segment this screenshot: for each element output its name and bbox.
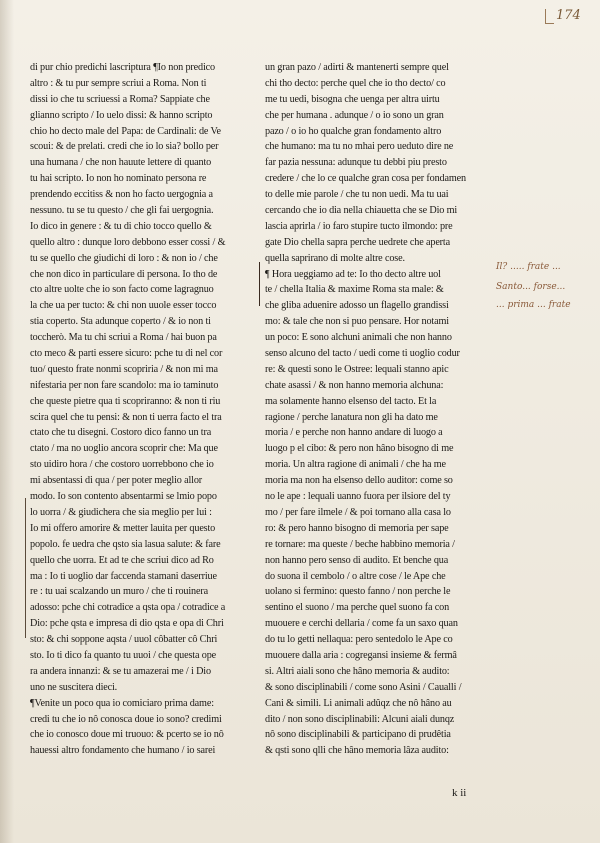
paragraph-bracket-mark bbox=[259, 262, 266, 306]
text-line: glianno scripto / Io uelo dissi: & hanno scripto bbox=[30, 109, 213, 121]
text-line: ctato che tu disegni. Costoro dico fanno un tra bbox=[30, 427, 212, 439]
text-line: che non dico in particulare di persona. Io tho de bbox=[30, 268, 218, 280]
text-line: to delle mie parole / che tu non uedi. Ma tu uai bbox=[265, 189, 449, 201]
text-line: luogo p el cibo: & pero non hâno bisogno di me bbox=[265, 443, 454, 455]
text-line: Io mi offero amorire & metter lauita per questo bbox=[30, 522, 216, 534]
text-line: popolo. fe uedra che qsto sia lasua salute: & fare bbox=[30, 538, 221, 550]
text-line: ragione / perche lanatura non gli ha dato me bbox=[265, 411, 438, 423]
text-line: moria ma non ha elsenso dello auditor: come so bbox=[265, 475, 453, 487]
text-line: muouere dalla aria : cogregansi insieme & fermâ bbox=[265, 649, 457, 661]
text-line: chate asassi / & non hanno memoria alchuna: bbox=[265, 379, 444, 391]
text-line: scoui: & de prelati. credi che io lo sia? bollo per bbox=[30, 141, 219, 153]
text-line: ma : Io ti uoglio dar faccenda stamani daserriue bbox=[30, 570, 217, 582]
text-line: muouere e cerchi dellaria / come fa un saxo quan bbox=[265, 618, 458, 630]
text-line: dissi io che tu scriuessi a Roma? Sappiate che bbox=[30, 93, 210, 105]
text-line: sto: & chi soppone aqsta / uuol côbatter cô Chri bbox=[30, 634, 218, 646]
text-line: uno ne suscitera dieci. bbox=[30, 681, 118, 693]
text-line: una humana / che non hauute lettere di quanto bbox=[30, 157, 212, 169]
folio-bracket bbox=[545, 9, 554, 24]
text-line: tuo/ questo frate nonmi scopriria / & non mi ma bbox=[30, 363, 218, 375]
text-line: tu se quello che giudichi di loro : & non io / che bbox=[30, 252, 218, 264]
text-line: adosso: pche chi cotradice a qsta opa / cotradice a bbox=[30, 602, 226, 614]
left-text-column bbox=[30, 60, 262, 759]
text-line: scira quel che tu pensi: & non ti uerra facto el tra bbox=[30, 411, 222, 423]
text-line: stia coperto. Sta adunque coperto / & io non ti bbox=[30, 316, 211, 328]
text-line: cto meco & parti essere sicuro: pche tu di nel cor bbox=[30, 348, 223, 360]
text-line: che humano: ma tu no mhai pero ueduto dire ne bbox=[265, 141, 454, 153]
text-line: ra andera innanzi: & se tu amazerai me / i Dio bbox=[30, 665, 211, 677]
text-line: te / chella Italia & maxime Roma sta male: & bbox=[265, 284, 444, 296]
text-line: lo uorra / & giudichera che sia meglio per lui : bbox=[30, 506, 212, 518]
text-line: ¶Venite un poco qua io comiciaro prima dame: bbox=[30, 697, 214, 709]
text-line: re: & questi sono le Ostree: lequali stanno apic bbox=[265, 363, 449, 375]
text-line: modo. Io son contento absentarmi se lmio popo bbox=[30, 491, 217, 503]
text-line: hauessi altro fondamento che humano / io sarei bbox=[30, 745, 216, 757]
text-line: chi tho decto: perche quel che io tho decto/ co bbox=[265, 77, 446, 89]
text-line: ma solamente hanno elsenso del tacto. Et la bbox=[265, 395, 437, 407]
text-line: ctato / ma no uoglio ancora scoprir che: Ma que bbox=[30, 443, 218, 455]
text-line: mo: & tale che non si puo pensare. Hor notami bbox=[265, 316, 449, 328]
text-line: mo / per fare ilmele / & poi tornano alla casa lo bbox=[265, 506, 451, 518]
text-line: re tornare: ma queste / beche habbino memoria / bbox=[265, 538, 455, 550]
text-line: uolano si fermino: questo fanno / non perche le bbox=[265, 586, 451, 598]
text-line: di pur chio predichi lascriptura ¶Io non predico bbox=[30, 62, 215, 73]
text-line: che queste pietre qua ti scopriranno: & non ti riu bbox=[30, 395, 221, 407]
text-line: gate Dio chella sapra perche uedrete che aperta bbox=[265, 236, 450, 248]
text-line: la che ua per tucto: & chi non uuole esser tocco bbox=[30, 300, 217, 312]
text-line: me tu uedi, bisogna che uenga per altra uirtu bbox=[265, 93, 440, 105]
text-line: mi absentassi di qua / per poter meglio allor bbox=[30, 475, 203, 487]
signature-mark: k ii bbox=[452, 787, 467, 799]
text-line: toccherò. Ma tu chi scriui a Roma / hai buon pa bbox=[30, 332, 217, 344]
text-line: dito / non sono disciplinabili: Alcuni aiali dunqz bbox=[265, 713, 455, 725]
text-line: che per humana . adunque / o io sono un gran bbox=[265, 109, 444, 121]
text-line: quello altro : dunque loro debbono esser cossi / & bbox=[30, 236, 226, 248]
text-line: nifestaria per non fare scandolo: ma io taminuto bbox=[30, 379, 219, 391]
margin-marking-line bbox=[25, 498, 30, 638]
text-line: Cani & simili. Li animali adûqz che nô hâno au bbox=[265, 697, 452, 709]
text-line: altro : & tu pur sempre scriui a Roma. Non ti bbox=[30, 77, 207, 89]
marginal-note-1: Il? ..... frate ... bbox=[496, 262, 561, 272]
text-line: nô sono disciplinabili & participano di prudêtia bbox=[265, 729, 451, 741]
text-line: chio ho decto male del Papa: de Cardinali: de Ve bbox=[30, 125, 221, 137]
right-text-column bbox=[265, 60, 497, 759]
text-line: cto altre uolte che io son facto come lagragnuo bbox=[30, 284, 214, 296]
text-line: credi tu che io nô conosca doue io sono? credimi bbox=[30, 713, 222, 725]
text-line: sto uidiro hora / che costoro uorrebbono che io bbox=[30, 459, 214, 471]
text-line: nessuno. tu se tu questo / che gli fai uergognia. bbox=[30, 205, 214, 217]
text-line: quella saprirano di molte altre cose. bbox=[265, 252, 405, 264]
text-line: no le ape : lequali uanno fuora per ilsiore del ty bbox=[265, 491, 451, 503]
text-line: re : tu uai scalzando un muro / che ti rouinera bbox=[30, 586, 208, 598]
text-line: che gliba aduenire adosso un flagello grandissi bbox=[265, 300, 449, 312]
text-line: credere / che lo ce qualche gran cosa per fondamen bbox=[265, 173, 466, 185]
marginal-note-3: ... prima ... frate bbox=[496, 300, 571, 310]
text-line: Io dico in genere : & tu di chio tocco quello & bbox=[30, 220, 212, 232]
text-line: senso alcuno del tacto / uedi come ti uoglio codur bbox=[265, 348, 460, 360]
text-line: do suona il cembolo / o altre cose / le Ape che bbox=[265, 570, 446, 582]
text-line: pazo / o io ho qualche gran fondamento altro bbox=[265, 125, 442, 137]
text-line: far pazia nessuna: adunque tu debbi piu presto bbox=[265, 157, 447, 169]
text-line: non hanno pero senso di audito. Et benche qua bbox=[265, 554, 449, 566]
text-line: Dio: pche qsta e impresa di dio qsta e opa di Chri bbox=[30, 618, 224, 630]
text-line: tu hai scripto. Io non ho nominato persona re bbox=[30, 173, 207, 185]
text-line: ¶ Hora ueggiamo ad te: Io tho decto altre uol bbox=[265, 268, 441, 280]
text-line: do tu lo getti nellaqua: pero sentedolo le Ape co bbox=[265, 634, 453, 646]
folio-number: 174 bbox=[556, 8, 581, 23]
text-line: si. Altri aiali sono che hâno memoria & audito: bbox=[265, 665, 450, 677]
text-line: & sono disciplinabili / come sono Asini / Caualli / bbox=[265, 681, 462, 693]
text-line: un gran pazo / adirti & mantenerti sempre quel bbox=[265, 62, 449, 73]
marginal-note-2: Santo... forse... bbox=[496, 282, 566, 292]
text-line: lascia aprirla / io faro stupire tucto ilmondo: pre bbox=[265, 220, 453, 232]
text-line: cercando che io dia nella chiauetta che se Dio mi bbox=[265, 205, 458, 217]
text-line: sentino el suono / ma perche quel suono fa con bbox=[265, 602, 450, 614]
text-line: un poco: E sono alchuni animali che non hanno bbox=[265, 332, 452, 344]
text-line: prendendo eccitiss & non ho facto uergognia a bbox=[30, 189, 213, 201]
text-line: sto. Io ti dico fa quanto tu uuoi / che questa ope bbox=[30, 649, 217, 661]
text-line: quello che uorra. Et ad te che scriui dico ad Ro bbox=[30, 554, 214, 566]
text-line: moria. Un altra ragione di animali / che ha me bbox=[265, 459, 446, 471]
page-fold-shadow bbox=[0, 0, 14, 843]
text-line: che io conosco doue mi truouo: & pcerto se io nô bbox=[30, 729, 224, 741]
text-line: moria / e perche non hanno andare di luogo a bbox=[265, 427, 443, 439]
text-line: & qsti sono qlli che hâno memoria lâza audito: bbox=[265, 745, 449, 757]
text-line: ro: & pero hanno bisogno di memoria per sape bbox=[265, 522, 449, 534]
